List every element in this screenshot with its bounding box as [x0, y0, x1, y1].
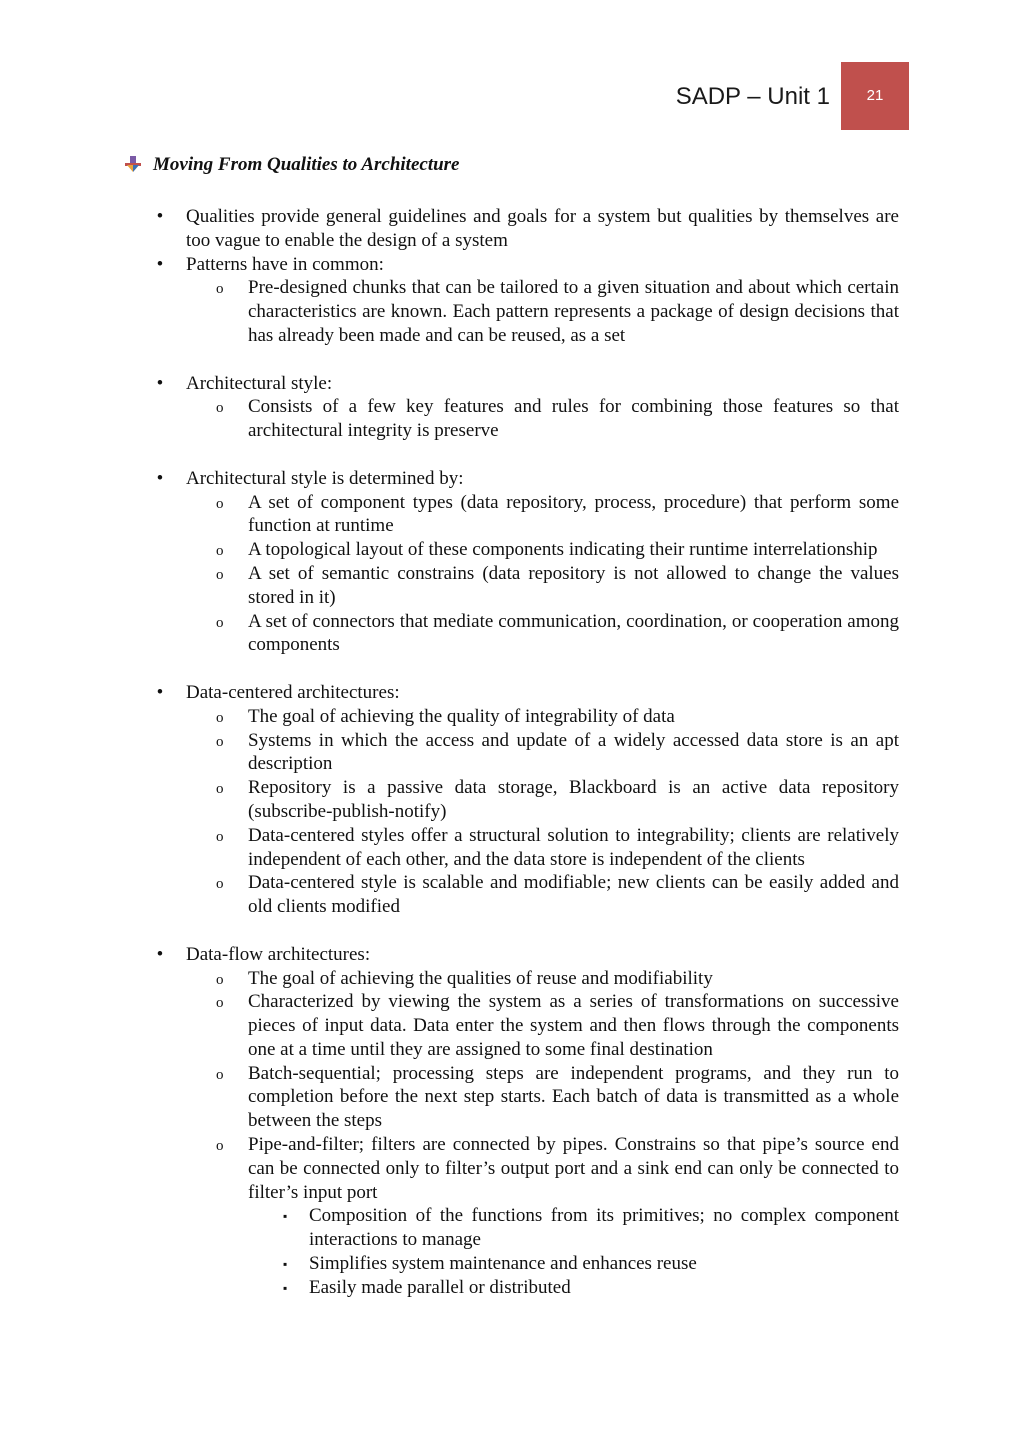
- bullet-circle-icon: o: [216, 781, 224, 798]
- list-item: [155, 681, 899, 705]
- bullet-circle-icon: o: [216, 733, 224, 750]
- sub-sub-list-item: [155, 1276, 899, 1300]
- sub-list-item: [155, 1133, 899, 1204]
- list-item-text: Data-centered architectures:: [186, 681, 400, 703]
- list-item: [155, 205, 899, 253]
- sub-list-item: [155, 967, 899, 991]
- sub-list-item: [155, 776, 899, 824]
- bullet-circle-icon: o: [216, 543, 224, 560]
- sub-list-item: [155, 395, 899, 443]
- list-item: [155, 467, 899, 491]
- header-title: SADP – Unit 1: [675, 83, 830, 110]
- bullet-circle-icon: o: [216, 995, 224, 1012]
- sub-list-item: [155, 824, 899, 872]
- bullet-square-icon: ▪: [283, 1280, 288, 1295]
- list-item-text: Architectural style:: [186, 372, 333, 394]
- spacer: [155, 348, 899, 372]
- list-item-text: Simplifies system maintenance and enhances reuse: [309, 1253, 697, 1275]
- arrow-down-bullet-icon: [125, 156, 141, 172]
- bullet-dot-icon: •: [156, 372, 164, 394]
- sub-list-item: [155, 1062, 899, 1133]
- bullet-circle-icon: o: [216, 281, 224, 298]
- sub-list-item: [155, 610, 899, 658]
- bullet-circle-icon: o: [216, 495, 224, 512]
- list-item: [155, 253, 899, 277]
- sub-sub-list-item: [155, 1252, 899, 1276]
- bullet-dot-icon: •: [156, 253, 164, 275]
- section-heading: [125, 154, 460, 176]
- bullet-circle-icon: o: [216, 400, 224, 417]
- list-item-text: Pipe-and-filter; filters are connected by pipes. Constrains so that pipe’s source end can be connected only to filter’s output port and a sink end can only be connected to filter’s input port: [248, 1134, 899, 1203]
- list-item-text: A set of component types (data repository, process, procedure) that perform some function at runtime: [248, 491, 899, 537]
- spacer: [155, 657, 899, 681]
- list-item-text: Repository is a passive data storage, Blackboard is an active data repository (subscribe-publish-notify): [248, 777, 899, 822]
- bullet-circle-icon: o: [216, 971, 224, 988]
- list-item-text: Pre-designed chunks that can be tailored to a given situation and about which certain characteristics are known. Each pattern represents a package of design decisions that has already been made and can be reused, as a set: [248, 277, 899, 346]
- bullet-circle-icon: o: [216, 876, 224, 893]
- page-number-badge: [841, 62, 909, 130]
- list-item-text: Systems in which the access and update of a widely accessed data store is an apt description: [248, 729, 899, 775]
- list-item-text: Batch-sequential; processing steps are independent programs, and they run to completion before the next step starts. Each batch of data is transmitted as a whole between the steps: [248, 1062, 899, 1132]
- list-item-text: Easily made parallel or distributed: [309, 1276, 571, 1298]
- list-item-text: Consists of a few key features and rules for combining those features so that architectural integrity is preserve: [248, 396, 899, 442]
- list-item-text: A topological layout of these components indicating their runtime interrelationship: [248, 539, 878, 561]
- sub-list-item: [155, 729, 899, 777]
- sub-sub-list-item: [155, 1204, 899, 1252]
- list-item-text: Characterized by viewing the system as a series of transformations on successive pieces of input data. Data enter the system and then flows through the components one at a time until they are assigned to some final destination: [248, 991, 899, 1060]
- list-item-text: Data-centered style is scalable and modifiable; new clients can be easily added and old clients modified: [248, 872, 899, 918]
- page-number: 21: [866, 87, 884, 104]
- list-item-text: A set of semantic constrains (data repository is not allowed to change the values stored in it): [248, 562, 899, 608]
- list-item: [155, 372, 899, 396]
- bullet-dot-icon: •: [156, 943, 164, 965]
- bullet-dot-icon: •: [156, 681, 164, 703]
- bullet-circle-icon: o: [216, 566, 224, 583]
- bullet-circle-icon: o: [216, 709, 224, 726]
- list-item-text: Patterns have in common:: [186, 253, 384, 275]
- list-item-text: Data-flow architectures:: [186, 943, 371, 965]
- spacer: [155, 919, 899, 943]
- list-item: [155, 943, 899, 967]
- sub-list-item: [155, 705, 899, 729]
- bullet-circle-icon: o: [216, 1066, 224, 1083]
- bullet-circle-icon: o: [216, 1138, 224, 1155]
- sub-list-item: [155, 538, 899, 562]
- section-heading-text: Moving From Qualities to Architecture: [153, 154, 460, 175]
- list-item-text: The goal of achieving the qualities of reuse and modifiability: [248, 967, 713, 989]
- list-item-text: The goal of achieving the quality of integrability of data: [248, 705, 675, 727]
- bullet-square-icon: ▪: [283, 1209, 288, 1224]
- sub-list-item: [155, 871, 899, 919]
- bullet-circle-icon: o: [216, 614, 224, 631]
- sub-list-item: [155, 491, 899, 539]
- list-item-text: A set of connectors that mediate communication, coordination, or cooperation among components: [248, 610, 899, 656]
- list-item-text: Data-centered styles offer a structural solution to integrability; clients are relatively independent of each other, and the data store is independent of the clients: [248, 824, 899, 870]
- sub-list-item: [155, 562, 899, 610]
- bullet-circle-icon: o: [216, 828, 224, 845]
- list-item-text: Architectural style is determined by:: [186, 467, 464, 489]
- bullet-dot-icon: •: [156, 206, 164, 227]
- list-item-text: Composition of the functions from its primitives; no complex component interactions to manage: [309, 1205, 899, 1251]
- sub-list-item: [155, 276, 899, 347]
- bullet-list: [155, 205, 899, 1300]
- bullet-square-icon: ▪: [283, 1257, 288, 1272]
- sub-list-item: [155, 990, 899, 1061]
- list-item-text: Qualities provide general guidelines and goals for a system but qualities by themselves are too vague to enable the design of a system: [186, 206, 899, 251]
- bullet-dot-icon: •: [156, 467, 164, 489]
- spacer: [155, 443, 899, 467]
